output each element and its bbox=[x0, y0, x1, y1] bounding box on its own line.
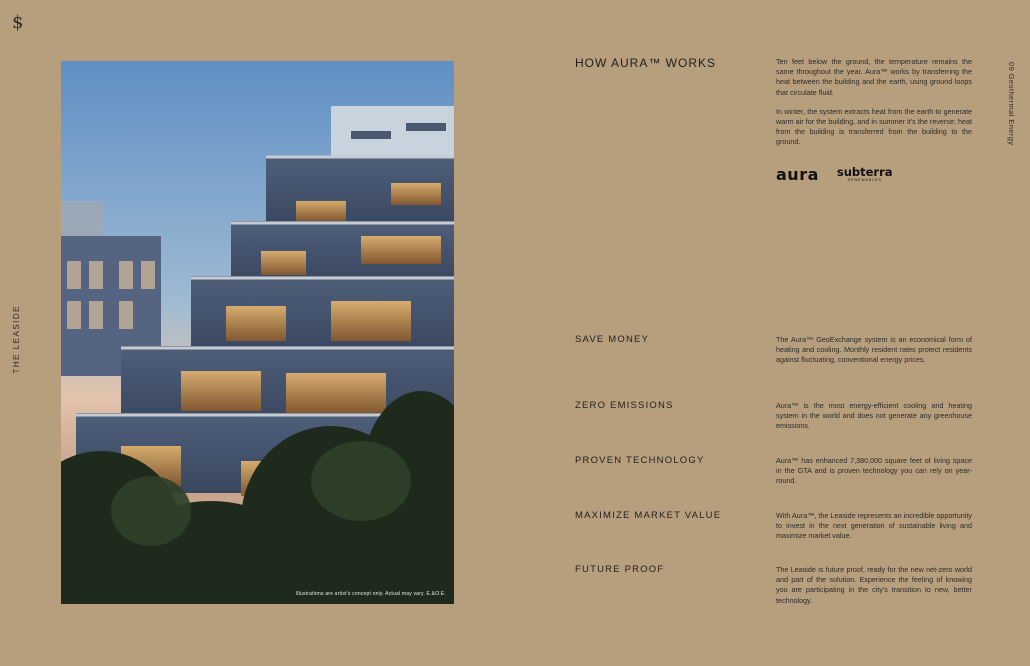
section-body-save-money: The Aura™ GeoExchange system is an economical form of heating and cooling. Monthly resident rates protect residents against fluctuating, conventional energy prices. bbox=[776, 335, 972, 365]
photo-disclaimer: Illustrations are artist's concept only. Actual may vary. E.&O.E. bbox=[295, 591, 446, 597]
intro-paragraph: Ten feet below the ground, the temperature remains the same throughout the year. Aura™ works by transferring the heat between the building and the earth, using ground loops that circulate fluid. bbox=[776, 57, 972, 97]
subterra-logo bbox=[837, 167, 893, 182]
section-heading-save-money: SAVE MONEY bbox=[575, 334, 650, 345]
section-body-market-value: With Aura™, the Leaside represents an incredible opportunity to invest in the next generation of sustainable living and maximize market value. bbox=[776, 511, 972, 541]
building-rendering-image bbox=[61, 61, 454, 604]
page-section-label: 09 Geothermal Energy bbox=[1007, 62, 1016, 146]
brand-logo-icon: $ bbox=[12, 12, 24, 33]
section-heading-market-value: MAXIMIZE MARKET VALUE bbox=[575, 510, 722, 521]
section-body-zero-emissions: Aura™ is the most energy-efficient cooling and heating system in the world and does not generate any greenhouse emissions. bbox=[776, 401, 972, 431]
section-body-future-proof: The Leaside is future proof, ready for the new net-zero world and part of the solution. Experience the feeling of knowing you are participating in the city's transition to new, better technology. bbox=[776, 565, 972, 605]
section-heading-zero-emissions: ZERO EMISSIONS bbox=[575, 400, 674, 411]
intro-paragraph: In winter, the system extracts heat from the earth to generate warm air for the building, and in summer it's the reverse; heat from the building is transferred from the building to the ground. bbox=[776, 106, 972, 147]
section-heading-future-proof: FUTURE PROOF bbox=[575, 564, 665, 575]
section-body-proven-technology: Aura™ has enhanced 7,380,000 square feet of living space in the GTA and is proven technology you can rely on year-round. bbox=[776, 456, 972, 486]
intro-body bbox=[776, 57, 972, 157]
aura-logo: aura bbox=[776, 165, 819, 184]
side-title: THE LEASIDE bbox=[12, 305, 21, 374]
building-illustration bbox=[61, 61, 454, 604]
section-heading-proven-technology: PROVEN TECHNOLOGY bbox=[575, 455, 705, 466]
intro-heading: HOW AURA™ WORKS bbox=[575, 56, 717, 70]
partner-logos bbox=[776, 165, 893, 184]
subterra-logo-tag: RENEWABLES bbox=[847, 178, 882, 182]
subterra-logo-name: subterra bbox=[836, 165, 893, 179]
